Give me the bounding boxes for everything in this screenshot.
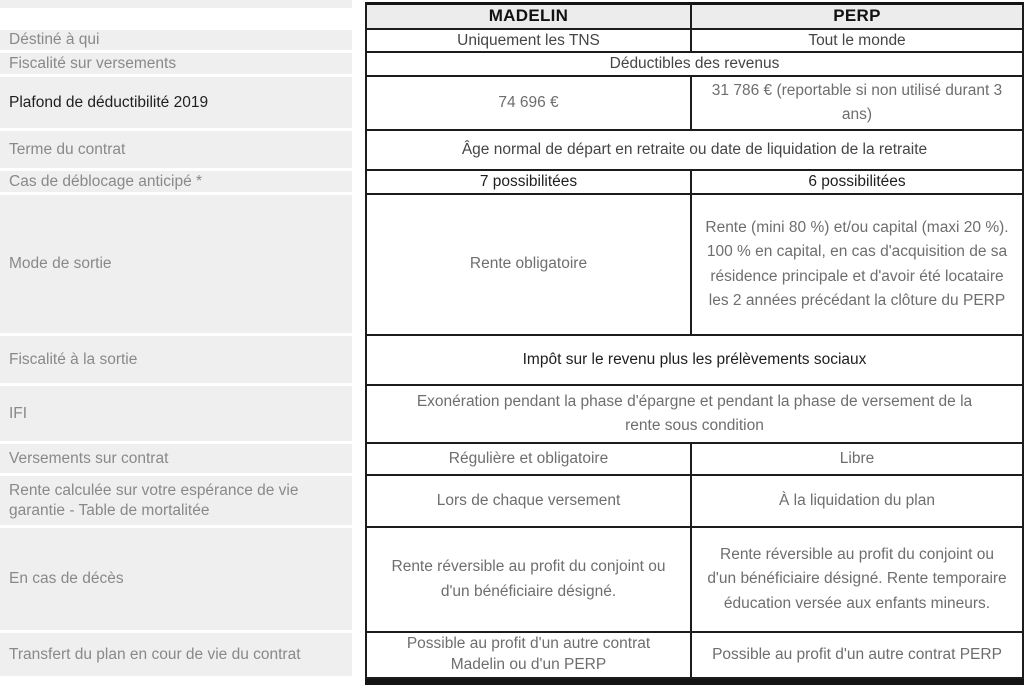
row-label: Transfert du plan en cour de vie du contrat [0,633,352,679]
row-label: Mode de sortie [0,195,352,336]
cell-madelin: 74 696 € [367,77,692,131]
column-header-perp: PERP [692,2,1024,30]
cell-perp: À la liquidation du plan [692,476,1024,528]
table-row [0,171,1024,195]
cell-perp: Possible au profit d'un autre contrat PERP [692,633,1024,679]
cell-merged: Déductibles des revenus [367,53,1024,77]
table-row [0,476,1024,528]
cell-madelin: 7 possibilitées [367,171,692,195]
column-header-madelin: MADELIN [367,2,692,30]
table-row [0,444,1024,476]
cell-madelin: Possible au profit d'un autre contrat Madelin ou d'un PERP [367,633,692,679]
cell-merged: Exonération pendant la phase d'épargne et pendant la phase de versement de la rente sous condition [367,386,1024,444]
row-label: Terme du contrat [0,131,352,171]
table-bottom-border [365,679,1024,685]
cell-merged: Impôt sur le revenu plus les prélèvements sociaux [367,336,1024,386]
row-label: Fiscalité sur versements [0,53,352,77]
table-row [0,131,1024,171]
table-row [0,386,1024,444]
cell-perp: Rente réversible au profit du conjoint ou d'un bénéficiaire désigné. Rente temporaire éducation versée aux enfants mineurs. [692,528,1024,633]
table-row [0,53,1024,77]
cell-madelin: Uniquement les TNS [367,30,692,53]
cell-perp: Tout le monde [692,30,1024,53]
table-row [0,195,1024,336]
table-header-row [0,2,1024,30]
cell-madelin: Rente obligatoire [367,195,692,336]
table-row [0,528,1024,633]
row-label: Versements sur contrat [0,444,352,476]
row-label: Cas de déblocage anticipé * [0,171,352,195]
table-bottom-border-row [0,679,1024,685]
bottom-left-spacer [0,679,352,685]
label-column-spacer [0,2,352,30]
cell-merged: Âge normal de départ en retraite ou date de liquidation de la retraite [367,131,1024,171]
cell-perp: Rente (mini 80 %) et/ou capital (maxi 20 %). 100 % en capital, en cas d'acquisition de sa résidence principale et d'avoir été locataire les 2 années précédant la clôture du PERP [692,195,1024,336]
row-label: Plafond de déductibilité 2019 [0,77,352,131]
row-label: IFI [0,386,352,444]
cell-madelin: Rente réversible au profit du conjoint ou d'un bénéficiaire désigné. [367,528,692,633]
row-label: Déstiné à qui [0,30,352,53]
row-label: Fiscalité à la sortie [0,336,352,386]
table-row [0,77,1024,131]
table-row [0,336,1024,386]
cell-perp: 6 possibilitées [692,171,1024,195]
cell-madelin: Régulière et obligatoire [367,444,692,476]
row-label: En cas de décès [0,528,352,633]
table-row [0,633,1024,679]
cell-perp: 31 786 € (reportable si non utilisé durant 3 ans) [692,77,1024,131]
cell-madelin: Lors de chaque versement [367,476,692,528]
cell-perp: Libre [692,444,1024,476]
cropped-row-strip [0,0,352,8]
table-row [0,30,1024,53]
row-label: Rente calculée sur votre espérance de vie garantie - Table de mortalitée [0,476,352,528]
